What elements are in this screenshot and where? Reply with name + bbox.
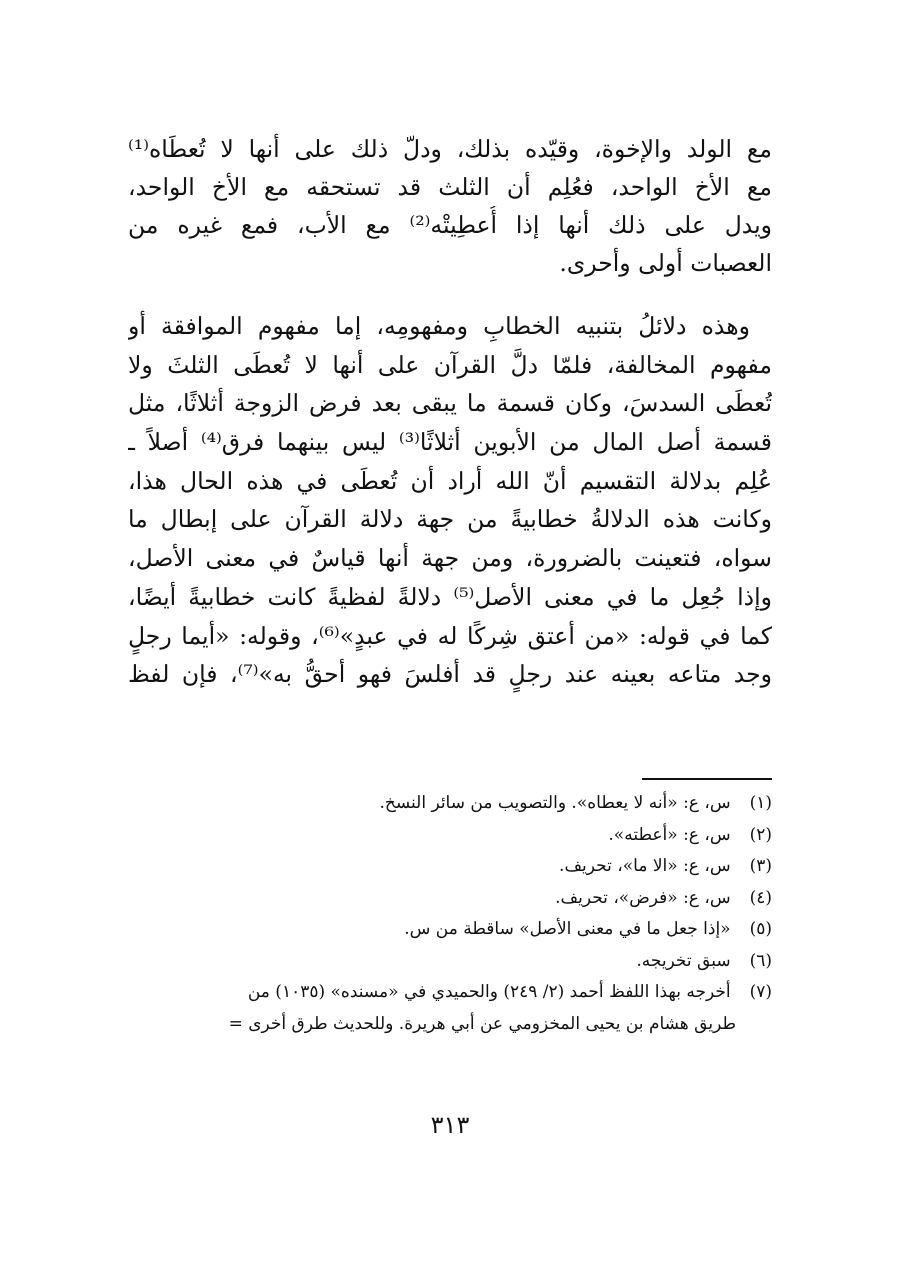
paragraph-line: مع الولد والإخوة، وقيّده بذلك، ودلّ ذلك على أنها لا تُعطَاه⁽¹⁾ (128, 135, 772, 163)
footnote (118, 820, 772, 852)
paragraph-line: مع الأخ الواحد، فعُلِم أن الثلث قد تستحقه مع الأخ الواحد، (128, 173, 772, 201)
footnote-text: سبق تخريجه. (636, 950, 731, 971)
footnote (118, 914, 772, 946)
page-number: ٣١٣ (430, 1111, 470, 1139)
footnote (118, 883, 772, 915)
footnote-separator (642, 778, 772, 780)
paragraph-line: العصبات أولى وأحرى. (559, 249, 772, 277)
footnote-continuation: طريق هشام بن يحيى المخزومي عن أبي هريرة. وللحديث طرق أخرى = (228, 1013, 736, 1034)
footnote (118, 851, 772, 883)
footnote-number: (٧) (749, 982, 772, 1002)
footnote-text: «إذا جعل ما في معنى الأصل» ساقطة من س. (404, 919, 731, 939)
paragraph-line: مفهوم المخالفة، فلمّا دلَّ القرآن على أنها لا تُعطَى الثلثَ ولا (128, 350, 772, 379)
paragraph-line: تُعطَى السدسَ، وكان قسمة ما يبقى بعد فرض الزوجة أثلاثًا، مثل (128, 389, 772, 418)
footnote-text: أخرجه بهذا اللفظ أحمد (٢/ ٢٤٩) والحميدي في «مسنده» (١٠٣٥) من (247, 982, 731, 1002)
paragraph-line: كما في قوله: «من أعتق شِركًا له في عبدٍ»⁽⁶⁾، وقوله: «أيما رجلٍ (128, 621, 772, 650)
paragraph-line: ويدل على ذلك أنها إذا أُعطِيتْه⁽²⁾ مع الأب، فمع غيره من (128, 211, 772, 239)
footnote-text: س، ع: «فرض»، تحريف. (555, 887, 731, 908)
footnote-number: (٦) (749, 950, 772, 971)
paragraph-line: وإذا جُعِل ما في معنى الأصل⁽⁵⁾ دلالةً لفظيةً كانت خطابيةً أيضًا، (128, 582, 772, 611)
paragraph-2 (128, 307, 772, 694)
paragraph-line: قسمة أصل المال من الأبوين أثلاثًا⁽³⁾ ليس بينهما فرق⁽⁴⁾ أصلاً ـ (128, 428, 772, 457)
footnote-number: (٢) (749, 824, 772, 845)
footnote-text: س، ع: «الا ما»، تحريف. (559, 856, 731, 876)
paragraph-line: وهذه دلائلُ بتنبيه الخطابِ ومفهومِه، إما مفهوم الموافقة أو (128, 312, 750, 340)
paragraph-line: عُلِم بدلالة التقسيم أنّ الله أراد أن تُعطَى في هذه الحال هذا، (128, 466, 772, 495)
footnote-text: س، ع: «أعطته». (608, 824, 731, 845)
footnote (118, 977, 772, 1009)
paragraph-line: وكانت هذه الدلالةُ خطابيةً من جهة دلالة القرآن على إبطال ما (128, 505, 772, 534)
footnote (118, 946, 772, 978)
footnote-number: (٣) (749, 856, 772, 876)
footnote (118, 788, 772, 820)
footnote-number: (١) (749, 793, 772, 813)
footnote-text: س، ع: «أنه لا يعطاه». والتصويب من سائر النسخ. (379, 793, 731, 813)
footnotes (118, 788, 772, 1040)
footnote-number: (٤) (749, 887, 772, 908)
paragraph-1 (128, 130, 772, 282)
paragraph-line: وجد متاعه بعينه عند رجلٍ قد أفلسَ فهو أحقُّ به»⁽⁷⁾، فإن لفظ (128, 660, 772, 689)
paragraph-line: سواه، فتعينت بالضرورة، ومن جهة أنها قياسٌ في معنى الأصل، (128, 544, 772, 573)
footnote-number: (٥) (749, 919, 772, 939)
